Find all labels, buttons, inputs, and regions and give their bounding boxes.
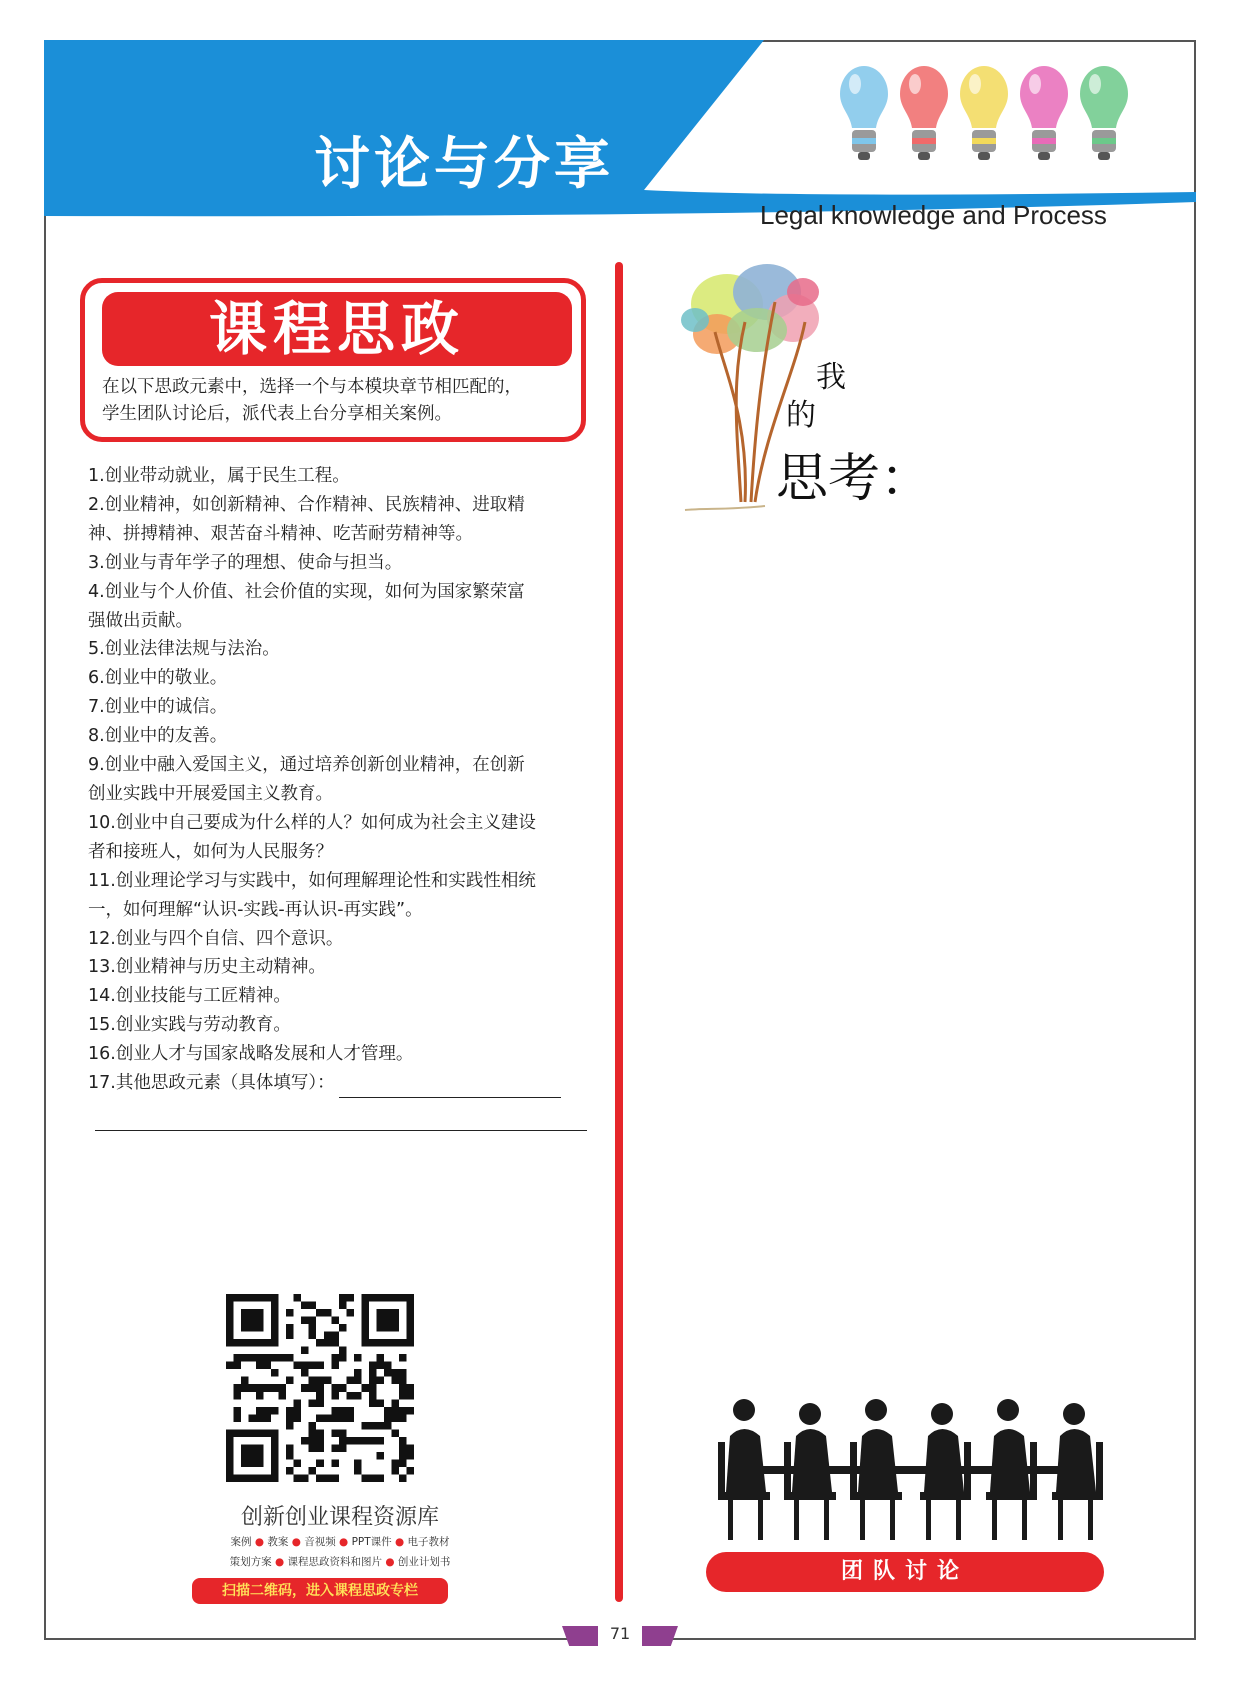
resource-types-row-2	[180, 1554, 500, 1569]
fill-in-blank-line[interactable]	[95, 1130, 587, 1131]
list-item: 5.创业法律法规与法治。	[88, 639, 280, 660]
list-item: 神、拼搏精神、艰苦奋斗精神、吃苦耐劳精神等。	[88, 523, 473, 544]
list-item-with-blank	[88, 1069, 590, 1098]
fill-in-blank[interactable]	[339, 1079, 561, 1098]
list-item: 12.创业与四个自信、四个意识。	[88, 928, 344, 949]
bullet-dot-icon: ●	[339, 1536, 349, 1548]
scan-qr-button[interactable]: 扫描二维码，进入课程思政专栏	[192, 1578, 448, 1604]
qr-code-icon[interactable]	[226, 1294, 414, 1482]
page-number: 71	[598, 1624, 642, 1643]
resource-types-row-1	[180, 1534, 500, 1549]
list-item: 一，如何理解“认识-实践-再认识-再实践”。	[88, 899, 423, 920]
light-bulb-icon	[840, 66, 888, 160]
resource-type: 策划方案	[229, 1556, 272, 1568]
page-number-tab-left	[562, 1626, 598, 1646]
resource-type: 音视频	[304, 1536, 336, 1548]
resource-type: PPT课件	[351, 1536, 392, 1548]
team-discussion-label: 团队讨论	[706, 1552, 1104, 1592]
list-item: 6.创业中的敬业。	[88, 668, 228, 689]
list-item: 8.创业中的友善。	[88, 726, 228, 747]
thinking-heading-line-2: 的	[786, 398, 816, 433]
light-bulb-icon	[1020, 66, 1068, 160]
resource-type: 教案	[267, 1536, 289, 1548]
light-bulb-icon	[960, 66, 1008, 160]
person-silhouette	[1052, 1403, 1103, 1540]
light-bulb-icon	[1080, 66, 1128, 160]
list-item: 者和接班人，如何为人民服务？	[88, 841, 333, 862]
light-bulbs-icon	[834, 54, 1134, 194]
bullet-dot-icon: ●	[291, 1536, 301, 1548]
light-bulb-icon	[900, 66, 948, 160]
bullet-dot-icon: ●	[254, 1536, 264, 1548]
bullet-dot-icon: ●	[385, 1556, 395, 1568]
list-item: 15.创业实践与劳动教育。	[88, 1015, 291, 1036]
list-item: 7.创业中的诚信。	[88, 697, 228, 718]
list-item: 强做出贡献。	[88, 610, 193, 631]
ideology-title: 课程思政	[102, 292, 572, 366]
list-item: 13.创业精神与历史主动精神。	[88, 957, 326, 978]
list-item: 创业实践中开展爱国主义教育。	[88, 783, 333, 804]
list-item: 10.创业中自己要成为什么样的人？如何成为社会主义建设	[88, 812, 536, 833]
list-item: 1.创业带动就业，属于民生工程。	[88, 466, 350, 486]
ideology-element-list	[88, 462, 590, 1098]
thinking-heading-line-1: 我	[816, 360, 846, 395]
list-item: 9.创业中融入爱国主义，通过培养创新创业精神，在创新	[88, 755, 525, 776]
resource-type: 创业计划书	[397, 1556, 451, 1568]
resource-type: 案例	[230, 1536, 252, 1548]
page-title: 讨论与分享	[314, 132, 614, 197]
resource-library-title: 创新创业课程资源库	[240, 1505, 439, 1530]
list-item: 16.创业人才与国家战略发展和人才管理。	[88, 1044, 414, 1065]
resource-type: 电子教材	[407, 1536, 450, 1548]
resource-type: 课程思政资料和图片	[287, 1556, 382, 1568]
column-divider	[615, 262, 623, 1602]
list-item: 3.创业与青年学子的理想、使命与担当。	[88, 552, 403, 573]
ideology-description-line: 在以下思政元素中，选择一个与本模块章节相匹配的，	[102, 377, 522, 397]
list-item: 4.创业与个人价值、社会价值的实现，如何为国家繁荣富	[88, 581, 525, 602]
page-subtitle: Legal knowledge and Process	[760, 200, 1107, 230]
page-header	[44, 40, 1196, 230]
team-discussion-illustration	[706, 1396, 1106, 1546]
bullet-dot-icon: ●	[394, 1536, 405, 1548]
list-item: 2.创业精神，如创新精神、合作精神、民族精神、进取精	[88, 494, 525, 515]
list-item: 14.创业技能与工匠精神。	[88, 986, 291, 1007]
list-item-text: 17.其他思政元素（具体填写）：	[88, 1073, 335, 1094]
person-silhouette	[718, 1399, 770, 1540]
ideology-description-line: 学生团队讨论后，派代表上台分享相关案例。	[102, 404, 452, 424]
bullet-dot-icon: ●	[274, 1556, 285, 1568]
ideology-description	[102, 374, 572, 428]
list-item: 11.创业理论学习与实践中，如何理解理论性和实践性相统	[88, 870, 536, 891]
thinking-heading-line-3: 思考：	[776, 449, 933, 509]
page-number-tab-right	[642, 1626, 678, 1646]
